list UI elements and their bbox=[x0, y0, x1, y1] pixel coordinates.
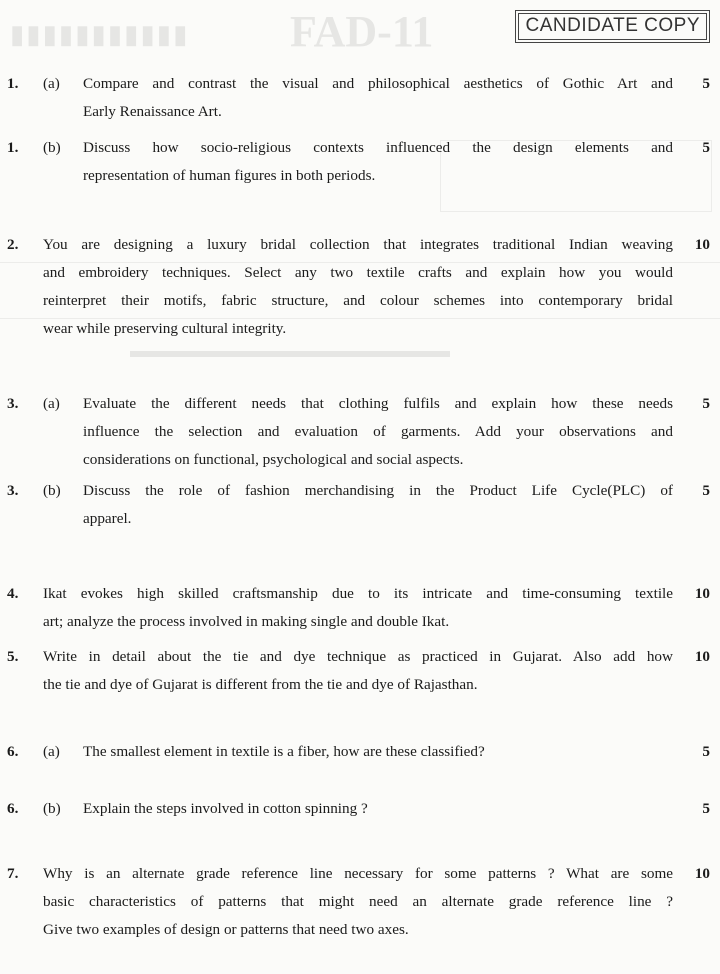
question-marks: 10 bbox=[694, 648, 710, 665]
question-marks: 10 bbox=[694, 585, 710, 602]
question-line: Give two examples of design or patterns that need two axes. bbox=[43, 921, 409, 938]
question-line: You are designing a luxury bridal collection that integrates traditional Indian weaving bbox=[43, 236, 673, 253]
question-line: Write in detail about the tie and dye technique as practiced in Gujarat. Also add how bbox=[43, 648, 673, 665]
question-text bbox=[43, 231, 673, 343]
question-number: 6. bbox=[7, 800, 19, 817]
question-line: representation of human figures in both periods. bbox=[83, 167, 376, 184]
question-part: (a) bbox=[43, 743, 60, 760]
question-line: basic characteristics of patterns that might need an alternate grade reference line ? bbox=[43, 893, 673, 910]
question-marks: 10 bbox=[694, 236, 710, 253]
candidate-copy-stamp bbox=[515, 10, 710, 43]
question-part: (a) bbox=[43, 395, 60, 412]
question-text bbox=[43, 643, 673, 699]
question-part: (b) bbox=[43, 800, 61, 817]
question-text bbox=[83, 134, 673, 190]
question-marks: 5 bbox=[702, 139, 710, 156]
question-text bbox=[83, 738, 673, 766]
question-marks: 5 bbox=[702, 800, 710, 817]
question-line: apparel. bbox=[83, 510, 132, 527]
question-line: Ikat evokes high skilled craftsmanship due to its intricate and time-consuming textile bbox=[43, 585, 673, 602]
stamp-text: CANDIDATE COPY bbox=[518, 13, 707, 40]
question-marks: 10 bbox=[694, 865, 710, 882]
question-marks: 5 bbox=[702, 395, 710, 412]
show-through-code: FAD-11 bbox=[290, 7, 434, 56]
question-line: art; analyze the process involved in making single and double Ikat. bbox=[43, 613, 450, 630]
question-text bbox=[83, 390, 673, 474]
question-line: and embroidery techniques. Select any two textile crafts and explain how you would bbox=[43, 264, 673, 281]
question-number: 3. bbox=[7, 482, 19, 499]
question-line: Discuss the role of fashion merchandising in the Product Life Cycle(PLC) of bbox=[83, 482, 673, 499]
question-part: (b) bbox=[43, 482, 61, 499]
question-text bbox=[43, 580, 673, 636]
question-line: Early Renaissance Art. bbox=[83, 103, 222, 120]
question-text bbox=[83, 795, 673, 823]
question-line: Discuss how socio-religious contexts influenced the design elements and bbox=[83, 139, 673, 156]
show-through-line: ▮▮▮▮▮▮▮▮▮▮▮ bbox=[10, 20, 190, 49]
question-number: 1. bbox=[7, 75, 19, 92]
question-text bbox=[83, 477, 673, 533]
question-line: Explain the steps involved in cotton spinning ? bbox=[83, 800, 368, 817]
question-number: 5. bbox=[7, 648, 19, 665]
question-line: Why is an alternate grade reference line necessary for some patterns ? What are some bbox=[43, 865, 673, 882]
question-number: 4. bbox=[7, 585, 19, 602]
question-number: 3. bbox=[7, 395, 19, 412]
question-line: considerations on functional, psychological and social aspects. bbox=[83, 451, 464, 468]
question-number: 1. bbox=[7, 139, 19, 156]
question-text bbox=[83, 70, 673, 126]
question-part: (a) bbox=[43, 75, 60, 92]
question-marks: 5 bbox=[702, 743, 710, 760]
question-number: 6. bbox=[7, 743, 19, 760]
question-number: 2. bbox=[7, 236, 19, 253]
question-line: Compare and contrast the visual and philosophical aesthetics of Gothic Art and bbox=[83, 75, 673, 92]
question-part: (b) bbox=[43, 139, 61, 156]
question-number: 7. bbox=[7, 865, 19, 882]
question-line: The smallest element in textile is a fiber, how are these classified? bbox=[83, 743, 485, 760]
question-line: wear while preserving cultural integrity. bbox=[43, 320, 287, 337]
question-line: reinterpret their motifs, fabric structure, and colour schemes into contemporary bridal bbox=[43, 292, 673, 309]
question-marks: 5 bbox=[702, 75, 710, 92]
question-text bbox=[43, 860, 673, 944]
question-marks: 5 bbox=[702, 482, 710, 499]
question-line: influence the selection and evaluation of garments. Add your observations and bbox=[83, 423, 673, 440]
question-line: the tie and dye of Gujarat is different from the tie and dye of Rajasthan. bbox=[43, 676, 478, 693]
show-through-heading: ▬▬▬▬▬▬▬▬▬▬▬▬▬▬▬▬ bbox=[130, 340, 450, 362]
question-line: Evaluate the different needs that clothing fulfils and explain how these needs bbox=[83, 395, 673, 412]
